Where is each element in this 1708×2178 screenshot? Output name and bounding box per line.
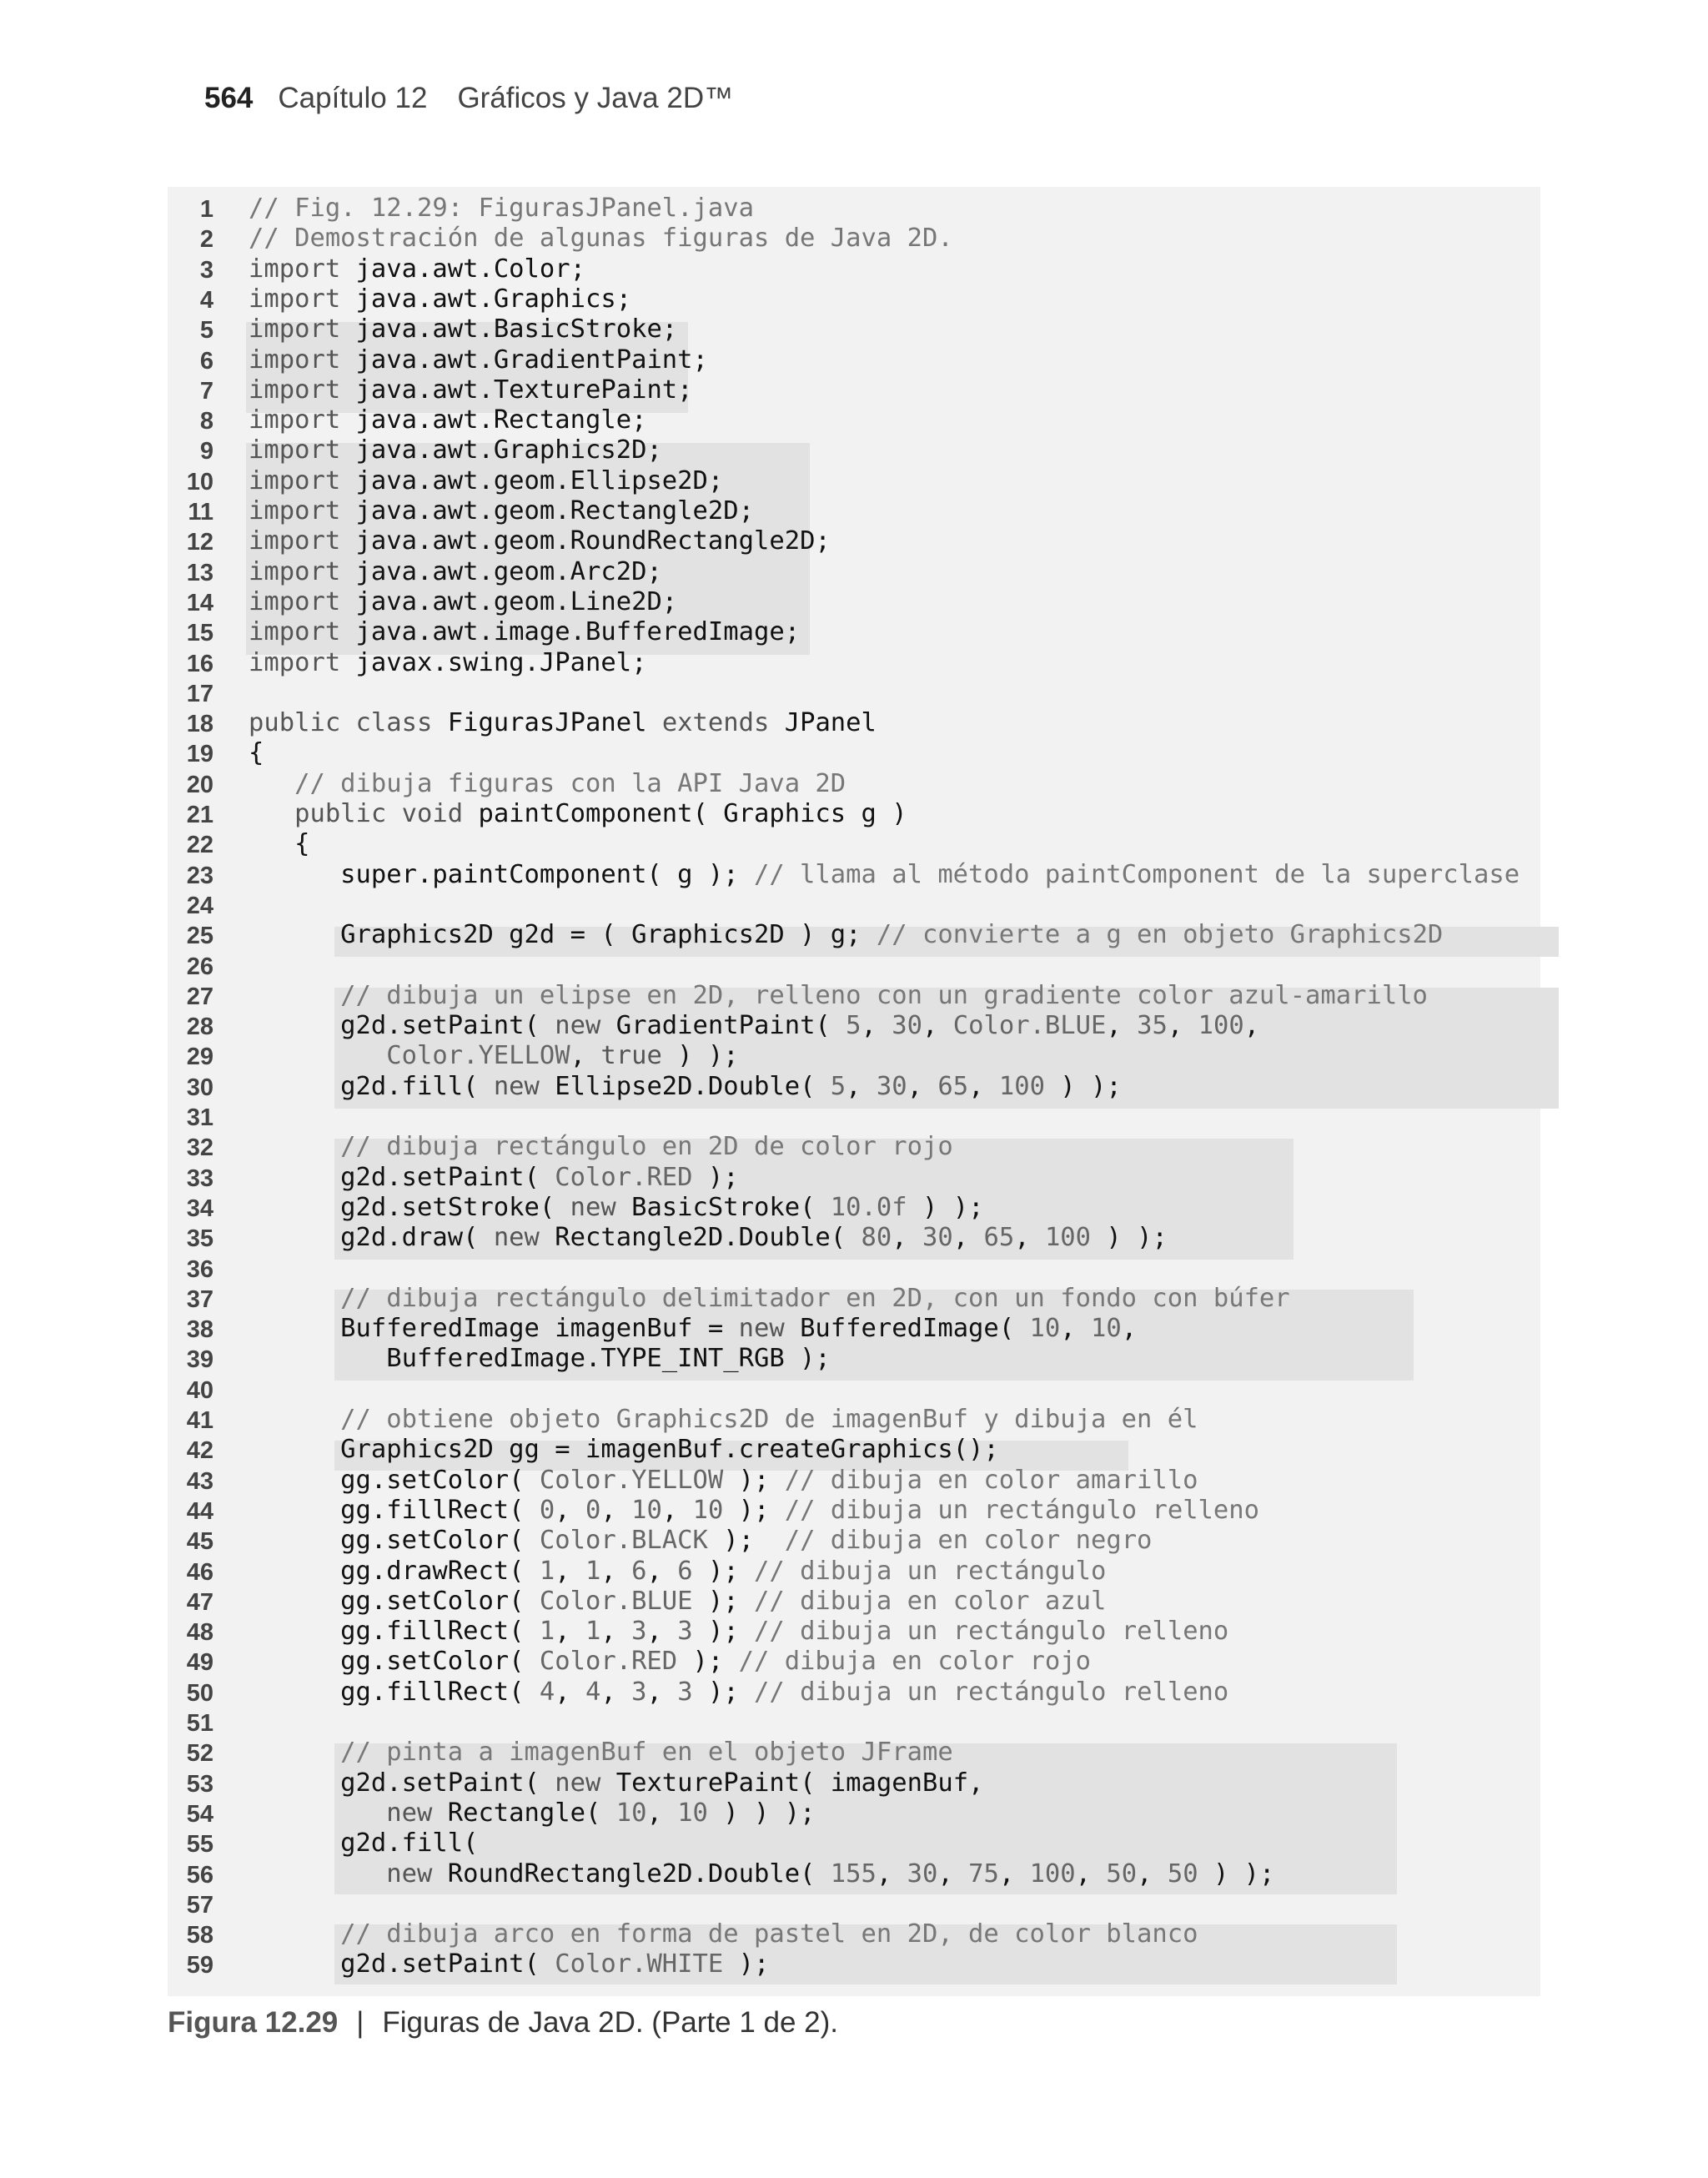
figure-label: Figura 12.29 [168,2006,339,2039]
code-line [168,314,1540,345]
code-line [168,1798,1540,1828]
line-number: 28 [186,1014,214,1041]
line-number: 47 [186,1588,214,1616]
code-text: import java.awt.GradientPaint; [249,345,708,375]
line-number: 10 [186,468,214,495]
code-text: gg.fillRect( 1, 1, 3, 3 ); // dibuja un rectángulo relleno [249,1617,1229,1647]
code-text: { [249,738,264,768]
code-line [168,1072,1540,1102]
code-line [168,648,1540,678]
line-number: 38 [186,1316,214,1344]
code-text: import java.awt.geom.Rectangle2D; [249,496,754,526]
running-head [204,82,733,115]
chapter-label: Capítulo 12 [278,82,428,114]
code-line [168,466,1540,496]
code-line [168,1405,1540,1435]
code-line [168,405,1540,435]
code-text: // dibuja un elipse en 2D, relleno con un gradiente color azul-amarillo [249,980,1428,1010]
line-number: 19 [186,741,214,768]
code-line [168,345,1540,375]
line-number: 6 [199,347,214,375]
code-text: import java.awt.Color; [249,254,585,284]
code-line [168,1617,1540,1647]
line-number: 18 [186,711,214,738]
code-line [168,1284,1540,1314]
code-line [168,1375,1540,1405]
code-text: gg.setColor( Color.RED ); // dibuja en color rojo [249,1647,1091,1677]
code-text: import java.awt.Rectangle; [249,405,647,435]
line-number: 57 [186,1891,214,1919]
line-number: 35 [186,1225,214,1253]
code-text: import java.awt.BasicStroke; [249,314,678,345]
code-text: // Fig. 12.29: FigurasJPanel.java [249,194,754,223]
code-line [168,1193,1540,1223]
code-text: g2d.fill( [249,1828,479,1859]
line-number: 8 [199,408,214,435]
code-text: Graphics2D g2d = ( Graphics2D ) g; // convierte a g en objeto Graphics2D [249,920,1444,950]
line-number: 52 [186,1740,214,1768]
code-text: public void paintComponent( Graphics g ) [294,799,907,828]
code-line [168,587,1540,617]
line-number: 36 [186,1255,214,1283]
line-number: 46 [186,1558,214,1586]
code-text: g2d.setStroke( new BasicStroke( 10.0f ) ); [249,1192,984,1222]
code-line [168,375,1540,405]
code-text: import java.awt.Graphics; [249,284,632,314]
code-line [168,1768,1540,1798]
line-number: 34 [186,1195,214,1222]
code-text: // dibuja arco en forma de pastel en 2D, de color blanco [249,1919,1198,1949]
line-number: 31 [186,1104,214,1131]
code-line [168,1496,1540,1526]
line-number: 48 [186,1619,214,1647]
code-text: // dibuja figuras con la API Java 2D [249,768,846,798]
caption-separator: | [356,2006,364,2039]
line-number: 21 [186,802,214,828]
code-text: import java.awt.image.BufferedImage; [249,617,801,647]
code-line [168,769,1540,799]
line-number: 14 [186,589,214,616]
code-text: g2d.setPaint( new TexturePaint( imagenBuf, [249,1768,984,1798]
line-number: 51 [186,1710,214,1737]
code-line [168,1889,1540,1919]
line-number: 27 [186,983,214,1010]
code-line [168,1344,1540,1374]
code-line [168,1314,1540,1344]
code-text: // obtiene objeto Graphics2D de imagenBuf y dibuja en él [249,1405,1198,1434]
line-number: 55 [186,1831,214,1859]
line-number: 1 [199,196,214,223]
line-number: 49 [186,1649,214,1677]
line-number: 40 [186,1376,214,1404]
code-line [168,1919,1540,1949]
line-number: 43 [186,1467,214,1495]
line-number: 11 [188,499,214,526]
code-line [168,224,1540,254]
code-line [168,951,1540,981]
code-line [168,890,1540,920]
code-text: Graphics2D gg = imagenBuf.createGraphics(); [249,1435,999,1465]
page-number: 564 [204,82,254,114]
code-line [168,496,1540,526]
code-text: gg.setColor( Color.YELLOW ); // dibuja en color amarillo [249,1465,1198,1495]
line-number: 22 [186,832,214,859]
line-number: 9 [199,438,214,465]
line-number: 54 [186,1800,214,1828]
line-number: 42 [186,1437,214,1465]
code-line [168,1254,1540,1284]
code-text: gg.fillRect( 0, 0, 10, 10 ); // dibuja un rectángulo relleno [249,1495,1260,1525]
code-line [168,1828,1540,1859]
code-text: import java.awt.geom.RoundRectangle2D; [249,526,831,556]
code-text: Color.YELLOW, true ) ); [386,1041,739,1071]
caption-text: Figuras de Java 2D. (Parte 1 de 2). [382,2006,839,2039]
line-number: 56 [186,1861,214,1889]
code-text: import java.awt.geom.Arc2D; [249,556,662,586]
line-number: 26 [186,953,214,980]
figure-caption [168,2006,838,2040]
line-number: 30 [186,1074,214,1101]
code-text: gg.setColor( Color.BLUE ); // dibuja en color azul [249,1586,1107,1616]
code-text: BufferedImage.TYPE_INT_RGB ); [249,1344,831,1374]
code-line [168,1011,1540,1041]
code-text: g2d.setPaint( Color.RED ); [249,1162,739,1192]
code-text: gg.setColor( Color.BLACK ); // dibuja en color negro [249,1526,1153,1556]
line-number: 39 [186,1346,214,1374]
code-line [168,1435,1540,1465]
line-number: 59 [186,1952,214,1979]
line-number: 2 [199,226,214,254]
code-text: gg.fillRect( 4, 4, 3, 3 ); // dibuja un rectángulo relleno [249,1677,1229,1707]
code-text: BufferedImage imagenBuf = new BufferedImage( 10, 10, [249,1314,1138,1344]
code-line [168,1223,1540,1253]
code-line [168,799,1540,829]
code-text: // dibuja rectángulo en 2D de color rojo [249,1132,953,1162]
line-number: 44 [186,1497,214,1525]
code-line [168,1526,1540,1556]
code-line [168,981,1540,1011]
code-line [168,829,1540,859]
line-number: 53 [186,1770,214,1798]
code-text: new RoundRectangle2D.Double( 155, 30, 75, 100, 50, 50 ) ); [386,1859,1275,1889]
code-line [168,1647,1540,1677]
line-number: 29 [186,1044,214,1071]
code-line [168,1041,1540,1071]
code-listing [168,187,1540,1996]
line-number: 32 [186,1134,214,1162]
code-text: // Demostración de algunas figuras de Java 2D. [249,224,953,254]
code-text: new Rectangle( 10, 10 ) ) ); [386,1798,816,1828]
line-number: 16 [186,650,214,677]
code-line [168,284,1540,314]
code-line [168,526,1540,556]
code-line [168,254,1540,284]
code-line [168,1466,1540,1496]
line-number: 37 [186,1285,214,1313]
code-line [168,1557,1540,1587]
line-number: 20 [186,771,214,798]
code-text: g2d.draw( new Rectangle2D.Double( 80, 30, 65, 100 ) ); [249,1223,1168,1253]
line-number: 33 [186,1164,214,1192]
line-number: 17 [186,680,214,707]
code-line [168,1132,1540,1162]
code-line [168,1678,1540,1708]
code-line [168,738,1540,768]
code-text: { [249,829,310,859]
line-number: 41 [186,1407,214,1434]
line-number: 12 [186,529,214,556]
code-line [168,860,1540,890]
code-text: g2d.fill( new Ellipse2D.Double( 5, 30, 65, 100 ) ); [249,1071,1122,1101]
line-number: 4 [199,286,214,314]
line-number: 3 [199,256,214,284]
code-line [168,1102,1540,1132]
code-line [168,1859,1540,1889]
code-text: public class FigurasJPanel extends JPanel [249,708,877,738]
line-number: 50 [186,1679,214,1707]
code-text: import java.awt.Graphics2D; [249,435,662,465]
code-text: import java.awt.TexturePaint; [249,375,693,405]
code-text: import javax.swing.JPanel; [249,647,647,677]
code-line [168,1163,1540,1193]
line-number: 58 [186,1922,214,1949]
code-line [168,435,1540,465]
line-number: 23 [186,862,214,889]
code-text: import java.awt.geom.Line2D; [249,586,678,616]
line-number: 25 [186,923,214,950]
line-number: 45 [186,1528,214,1556]
chapter-title: Gráficos y Java 2D™ [457,82,734,114]
code-text: gg.drawRect( 1, 1, 6, 6 ); // dibuja un rectángulo [249,1556,1107,1586]
code-line [168,678,1540,708]
line-number: 7 [199,377,214,405]
line-number: 15 [186,620,214,647]
code-line [168,557,1540,587]
code-line [168,1708,1540,1738]
code-text: import java.awt.geom.Ellipse2D; [249,465,724,495]
code-line [168,708,1540,738]
code-text: // dibuja rectángulo delimitador en 2D, con un fondo con búfer [249,1283,1290,1313]
line-number: 24 [186,892,214,919]
code-line [168,1587,1540,1617]
code-line [168,920,1540,950]
code-text: super.paintComponent( g ); // llama al método paintComponent de la superclase [249,859,1520,889]
code-text: g2d.setPaint( Color.WHITE ); [249,1949,770,1979]
code-text: // pinta a imagenBuf en el objeto JFrame [249,1738,953,1768]
code-line [168,617,1540,647]
line-number: 13 [186,559,214,586]
code-text: g2d.setPaint( new GradientPaint( 5, 30, Color.BLUE, 35, 100, [249,1011,1260,1041]
line-number: 5 [199,317,214,345]
code-line [168,1738,1540,1768]
code-line [168,194,1540,224]
code-line [168,1949,1540,1979]
